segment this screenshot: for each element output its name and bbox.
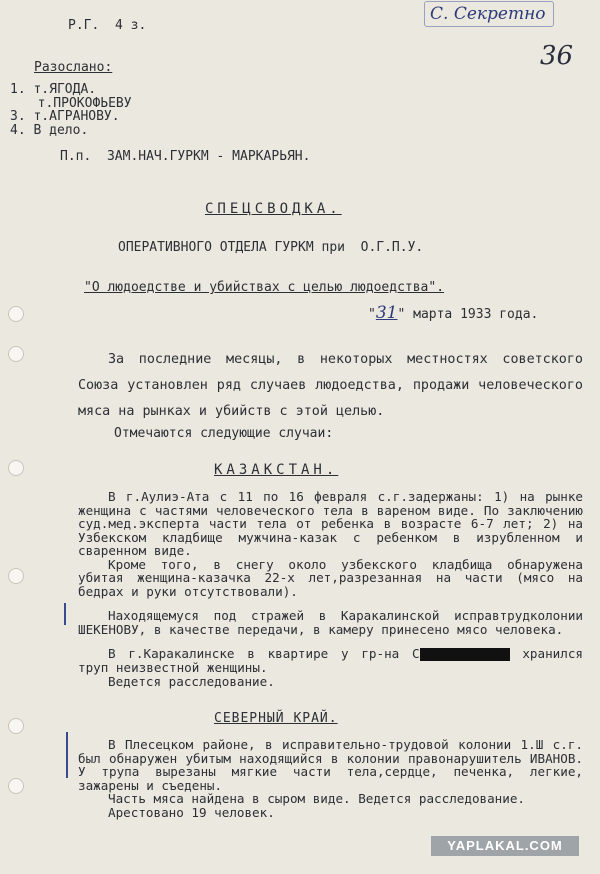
date-day: 31 xyxy=(375,303,398,323)
paragraph: Кроме того, в снегу около узбекского кладбища обнаружена убитая женщина-казачка 22-х лет,разрезанная на части (мясо на бедрах и руки отсутствовали). xyxy=(78,556,583,599)
distribution-item: 4. В дело. xyxy=(10,123,89,138)
signatory: П.п. ЗАМ.НАЧ.ГУРКМ - МАРКАРЬЯН. xyxy=(60,149,311,164)
paragraph-part: хранился труп неизвестной женщины. xyxy=(78,646,583,675)
redaction-bar xyxy=(420,648,510,661)
noted-line: Отмечаются следующие случаи: xyxy=(114,426,334,441)
date-rest: марта 1933 года. xyxy=(405,307,539,322)
paragraph: Часть мяса найдена в сыром виде. Ведется расследование. xyxy=(108,791,526,806)
section-heading-kazakhstan: КАЗАКСТАН. xyxy=(214,462,339,478)
section-northern-body xyxy=(78,738,583,819)
punch-hole xyxy=(8,778,24,794)
distribution-title: Разослано: xyxy=(34,60,113,75)
margin-mark xyxy=(66,732,68,778)
margin-mark xyxy=(64,603,66,625)
intro-paragraph xyxy=(78,347,583,425)
paragraph: Ведется расследование. xyxy=(108,673,275,689)
department-line: ОПЕРАТИВНОГО ОТДЕЛА ГУРКМ при О.Г.П.У. xyxy=(118,240,424,255)
paragraph-part: В г.Каракалинске в квартире у гр-на С xyxy=(108,646,420,661)
distribution-item: 3. т.АГРАНОВУ. xyxy=(10,109,120,124)
distribution-item: т.ПРОКОФЬЕВУ xyxy=(22,96,132,111)
paragraph: Арестовано 19 человек. xyxy=(108,804,275,820)
punch-hole xyxy=(8,568,24,584)
intro-text: За последние месяцы, в некоторых местностях советского Союза установлен ряд случаев людоедства, продажи человеческого мяса на рынках и убийств с этой целью. xyxy=(78,352,583,419)
punch-hole xyxy=(8,346,24,362)
punch-hole xyxy=(8,718,24,734)
paragraph xyxy=(78,647,583,675)
punch-hole xyxy=(8,306,24,322)
paragraph: Находящемуся под стражей в Каракалинской исправтрудколонии ШЕКЕНОВУ, в качестве передачи, в камеру принесено мясо человека. xyxy=(78,608,583,637)
distribution-item: 1. т.ЯГОДА. xyxy=(10,82,97,97)
section-kazakhstan-body xyxy=(78,490,583,688)
subject-line: "О людоедстве и убийствах с целью людоедства". xyxy=(84,280,445,295)
document-title: СПЕЦСВОДКА. xyxy=(205,201,342,217)
page-number: 36 xyxy=(540,41,574,71)
punch-hole xyxy=(8,460,24,476)
secret-stamp-text: С. Секретно xyxy=(430,4,546,24)
section-heading-northern-krai: СЕВЕРНЫЙ КРАЙ. xyxy=(214,711,338,726)
document-date: "31" марта 1933 года. xyxy=(368,303,539,323)
paragraph: В Плесецком районе, в исправительно-трудовой колонии 1.Ш с.г. был обнаружен убитым находящийся в колонии правонарушитель ИВАНОВ. У трупа вырезаны мягкие части тела,сердце, печенка, легкие, зажарены и съедены. xyxy=(78,737,583,793)
watermark: YAPLAKAL.COM xyxy=(431,836,579,856)
paragraph: В г.Аулиэ-Ата с 11 по 16 февраля с.г.задержаны: 1) на рынке женщина с частями человеческого тела в вареном виде. По заключению суд.мед.эксперта части тела от ребенка в возрасте 6-7 лет; 2) на Узбекском кладбище мужчина-казак с ребенком в изрубленном и сваренном виде. xyxy=(78,489,583,558)
document-code: Р.Г. 4 з. xyxy=(68,18,147,33)
